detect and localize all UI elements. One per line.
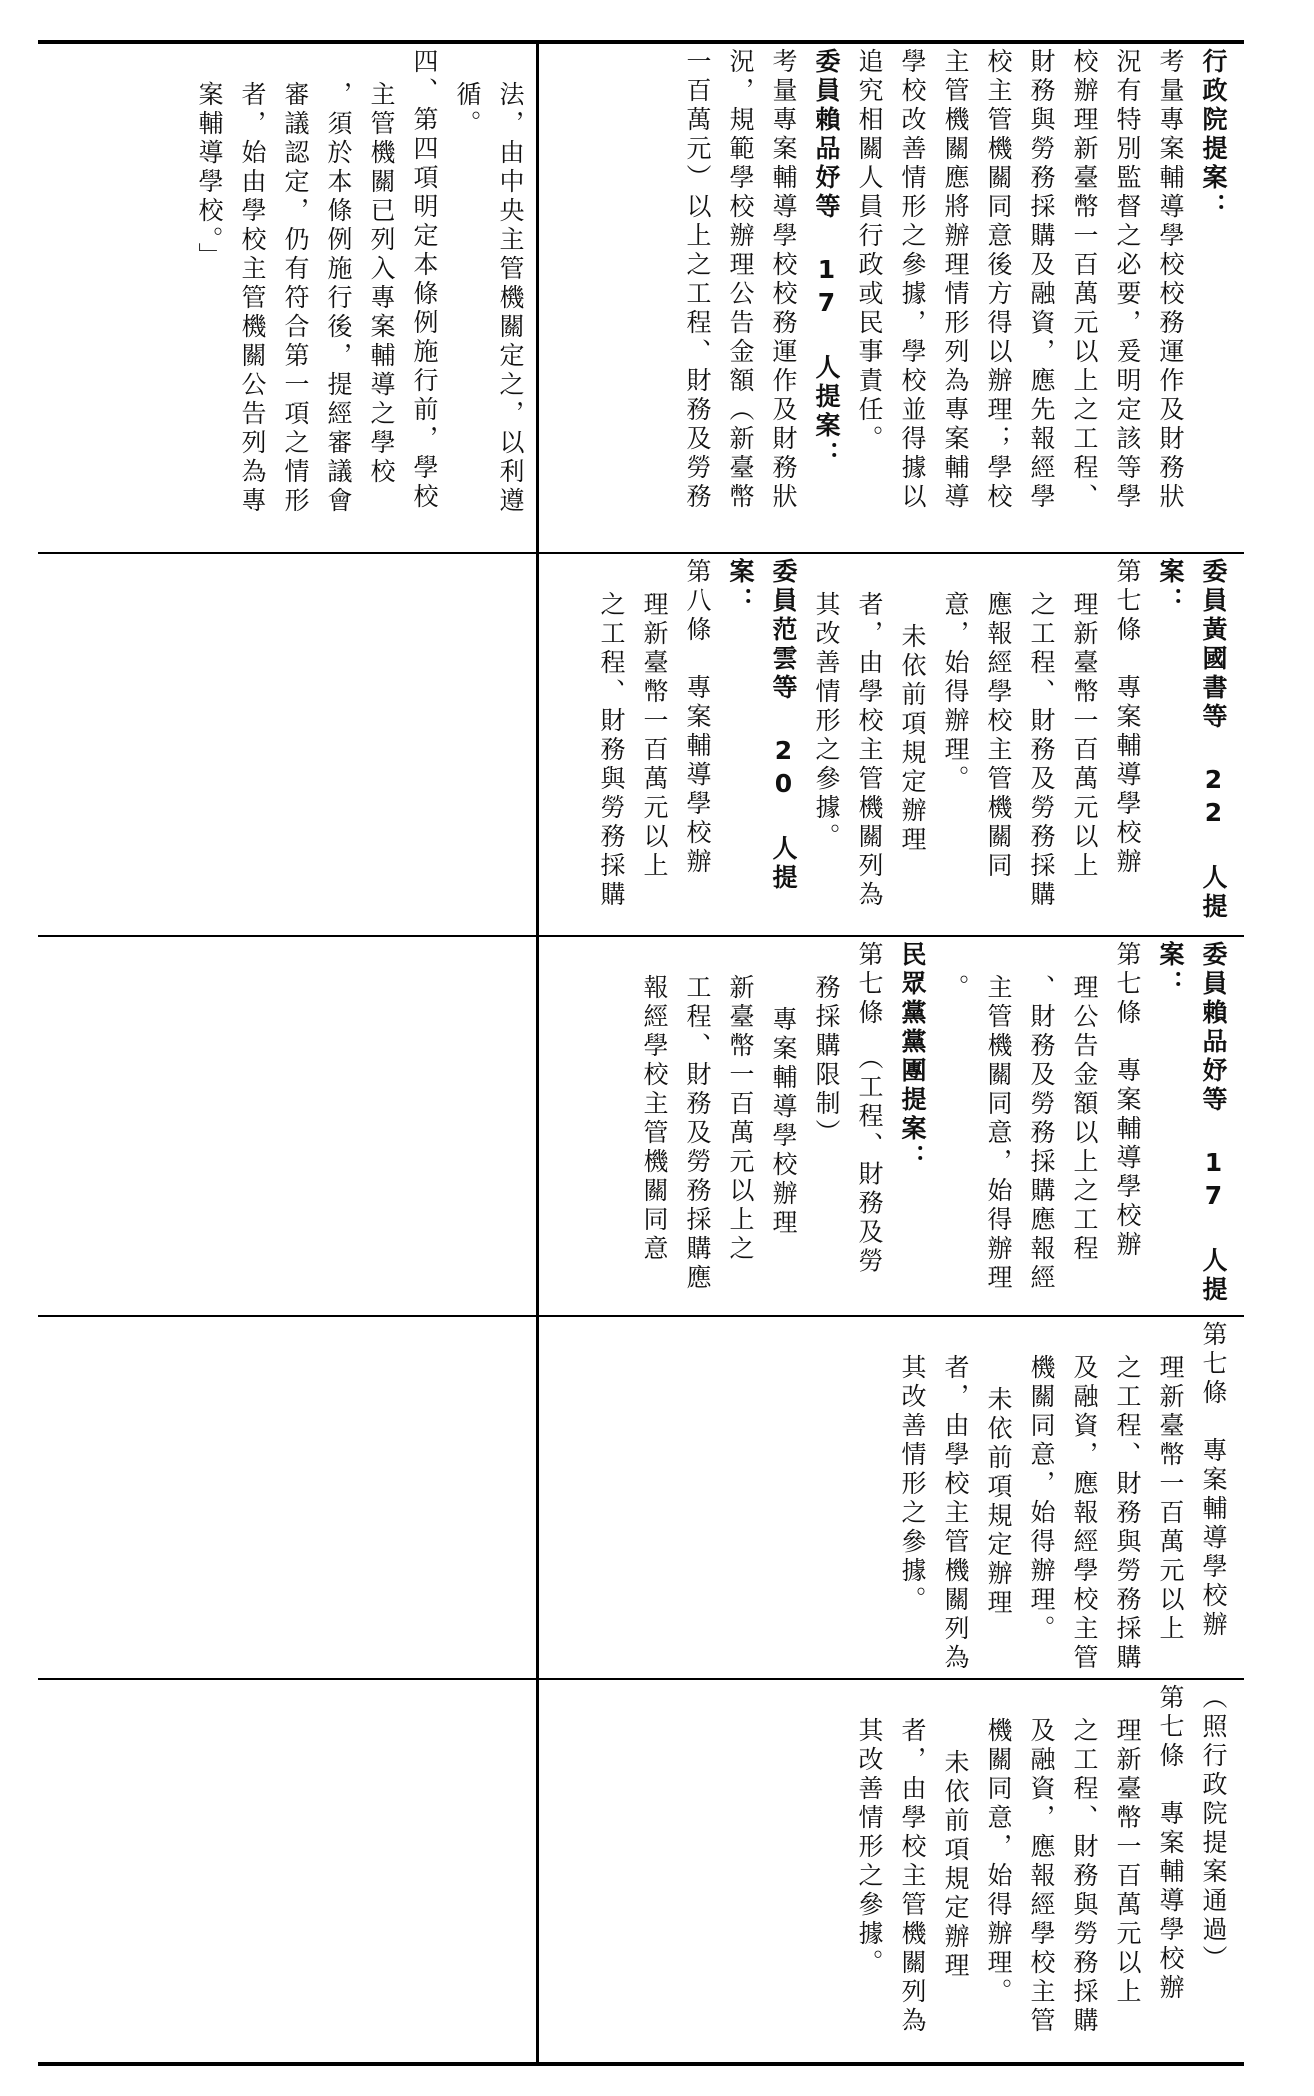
right-row4-text (891, 1321, 1235, 1674)
text-line: 校辦理新臺幣一百萬元以上之工程、 (1070, 48, 1099, 512)
text-line: 主管機關已列入專案輔導之學校 (367, 80, 396, 487)
heading-party-proposal: 民眾黨黨團提案： (898, 941, 927, 1173)
text-line: 新臺幣一百萬元以上之 (726, 973, 755, 1264)
row-divider-4 (38, 1678, 1244, 1680)
right-cell-row4 (545, 1321, 1235, 1674)
right-cell-row2 (545, 558, 1235, 930)
text-line: 校主管機關同意後方得以辦理；學校 (984, 48, 1013, 512)
left-cell-row2 (44, 558, 532, 930)
text-line: 未依前項規定辦理 (941, 1749, 970, 1981)
text-line: 及融資，應報經學校主管 (1027, 1716, 1056, 2036)
text-line: 財務與勞務採購及融資，應先報經學 (1027, 48, 1056, 512)
text-line: 主管機關應將辦理情形列為專案輔導 (941, 48, 970, 512)
row-divider-1 (38, 552, 1244, 554)
text-line: 者，由學校主管機關列為 (941, 1353, 970, 1673)
text-line: 及融資，應報經學校主管 (1070, 1353, 1099, 1673)
text-line: 案輔導學校。」 (195, 80, 224, 271)
left-cell-row4 (44, 1321, 532, 1674)
text-line: 一百萬元）以上之工程、財務及勞務 (683, 48, 712, 512)
text-line: 四、第四項明定本條例施行前，學校 (410, 48, 439, 512)
text-line: 。 (941, 973, 970, 1003)
text-line: 理新臺幣一百萬元以上 (640, 590, 669, 881)
text-line: 理公告金額以上之工程 (1070, 973, 1099, 1264)
text-line: 之工程、財務與勞務採購 (1113, 1353, 1142, 1673)
heading-proposal: 委員賴品妤等 17 人提案： (812, 48, 841, 470)
text-line: （照行政院提案通過） (1199, 1684, 1228, 1974)
text-line: 第七條 （工程、財務及勞 (855, 941, 884, 1277)
left-row1-text (188, 48, 532, 548)
right-row1-text (676, 48, 1235, 548)
text-line: 意，始得辦理。 (941, 590, 970, 794)
right-row2-text (590, 558, 1235, 930)
column-divider (536, 40, 539, 2066)
text-line: 之工程、財務與勞務採購 (597, 590, 626, 910)
text-line: ，須於本條例施行後，提經審議會 (324, 80, 353, 516)
text-line: 考量專案輔導學校校務運作及財務狀 (1156, 48, 1185, 512)
text-line: 未依前項規定辦理 (898, 623, 927, 855)
text-line: 專案輔導學校辦理 (769, 1006, 798, 1238)
text-line: 機關同意，始得辦理。 (984, 1716, 1013, 2007)
text-line: 者，由學校主管機關列為 (855, 590, 884, 910)
text-line: 理新臺幣一百萬元以上 (1113, 1716, 1142, 2007)
text-line: 未依前項規定辦理 (984, 1386, 1013, 1618)
text-line: 之工程、財務及勞務採購 (1027, 590, 1056, 910)
text-line: 主管機關同意，始得辦理 (984, 973, 1013, 1293)
text-line: 第七條 專案輔導學校辦 (1113, 941, 1142, 1260)
text-line: 其改善情形之參據。 (812, 590, 841, 852)
text-line: 追究相關人員行政或民事責任。 (855, 48, 884, 454)
text-line: 者，由學校主管機關列為 (898, 1716, 927, 2036)
text-line: 應報經學校主管機關同 (984, 590, 1013, 881)
text-line: 其改善情形之參據。 (898, 1353, 927, 1615)
right-cell-row5 (545, 1684, 1235, 2056)
heading-proposal: 委員賴品妤等 17 人提案： (1156, 941, 1228, 1305)
text-line: 工程、財務及勞務採購應 (683, 973, 712, 1293)
text-line: 循。 (453, 80, 482, 139)
right-row5-text (848, 1684, 1235, 2056)
text-line: 第七條 專案輔導學校辦 (1113, 558, 1142, 877)
text-line: 況有特別監督之必要，爰明定該等學 (1113, 48, 1142, 512)
left-cell-row5 (44, 1684, 532, 2056)
right-cell-row3 (545, 941, 1235, 1311)
text-line: 者，始由學校主管機關公告列為專 (238, 80, 267, 516)
left-cell-row3 (44, 941, 532, 1311)
heading-proposal: 委員黃國書等 22 人提案： (1156, 558, 1228, 922)
text-line: 學校改善情形之參據，學校並得據以 (898, 48, 927, 512)
bottom-border (38, 2062, 1244, 2066)
heading-executive-proposal: 行政院提案： (1199, 48, 1228, 222)
text-line: 況，規範學校辦理公告金額（新臺幣 (726, 48, 755, 512)
row-divider-2 (38, 935, 1244, 937)
row-divider-3 (38, 1315, 1244, 1317)
text-line: 理新臺幣一百萬元以上 (1070, 590, 1099, 881)
right-cell-row1 (545, 48, 1235, 548)
text-line: 機關同意，始得辦理。 (1027, 1353, 1056, 1644)
heading-proposal: 委員范雲等 20 人提案： (726, 558, 798, 893)
text-line: 審議認定，仍有符合第一項之情形 (281, 80, 310, 516)
text-line: 報經學校主管機關同意 (640, 973, 669, 1264)
text-line: 第八條 專案輔導學校辦 (683, 558, 712, 877)
left-cell-row1 (44, 48, 532, 548)
text-line: 第七條 專案輔導學校辦 (1156, 1684, 1185, 2003)
text-line: 考量專案輔導學校校務運作及財務狀 (769, 48, 798, 512)
text-line: 、財務及勞務採購應報經 (1027, 973, 1056, 1293)
text-line: 理新臺幣一百萬元以上 (1156, 1353, 1185, 1644)
text-line: 其改善情形之參據。 (855, 1716, 884, 1978)
right-row3-text (633, 941, 1235, 1311)
text-line: 之工程、財務與勞務採購 (1070, 1716, 1099, 2036)
text-line: 第七條 專案輔導學校辦 (1199, 1321, 1228, 1640)
top-border (38, 40, 1244, 44)
text-line: 法，由中央主管機關定之，以利遵 (496, 80, 525, 516)
text-line: 務採購限制） (812, 973, 841, 1148)
